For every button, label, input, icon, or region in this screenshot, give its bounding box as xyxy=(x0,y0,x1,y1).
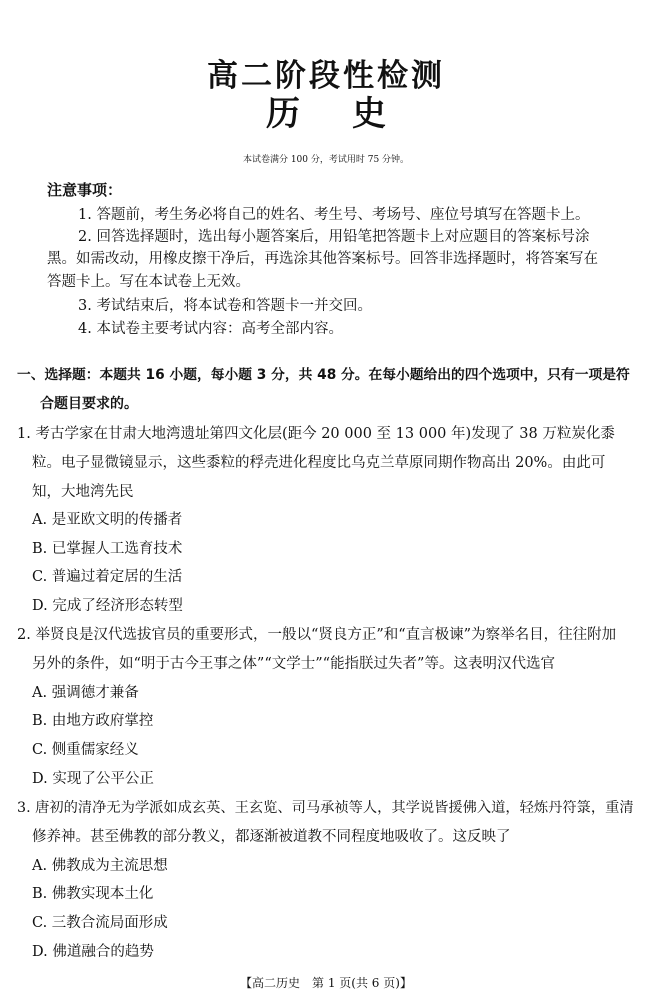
section-heading: 合题目要求的。 xyxy=(40,396,138,412)
option-d: D. 完成了经济形态转型 xyxy=(32,598,183,614)
option-b: B. 由地方政府掌控 xyxy=(32,713,154,729)
option-d: D. 实现了公平公正 xyxy=(32,771,154,787)
option-b: B. 已掌握人工选育技术 xyxy=(32,541,183,557)
section-heading: 一、选择题：本题共 16 小题，每小题 3 分，共 48 分。在每小题给出的四个选项中，只有一项是符 xyxy=(17,367,630,383)
option-c: C. 普遍过着定居的生活 xyxy=(32,569,183,585)
question-stem: 3. 唐初的清净无为学派如成玄英、王玄览、司马承祯等人，其学说皆援佛入道，轻炼丹符箓，重清 xyxy=(17,800,634,816)
question-stem: 修养神。甚至佛教的部分教义，都逐渐被道教不同程度地吸收了。这反映了 xyxy=(32,829,511,845)
option-c: C. 侧重儒家经义 xyxy=(32,742,139,758)
subject-char: 史 xyxy=(352,94,386,134)
notes-heading: 注意事项： xyxy=(47,181,123,199)
notes-line: 黑。如需改动，用橡皮擦干净后，再选涂其他答案标号。回答非选择题时，将答案写在 xyxy=(47,251,598,267)
option-b: B. 佛教实现本土化 xyxy=(32,886,154,902)
option-d: D. 佛道融合的趋势 xyxy=(32,944,154,960)
option-a: A. 强调德才兼备 xyxy=(32,685,139,701)
exam-title: 高二阶段性检测 xyxy=(207,58,445,94)
exam-info: 本试卷满分 100 分，考试用时 75 分钟。 xyxy=(242,155,410,165)
notes-line: 答题卡上。写在本试卷上无效。 xyxy=(47,274,250,290)
question-stem: 粒。电子显微镜显示，这些黍粒的稃壳进化程度比乌克兰草原同期作物高出 20%。由此可 xyxy=(32,455,606,471)
notes-line: 3. 考试结束后，将本试卷和答题卡一并交回。 xyxy=(78,298,372,314)
notes-line: 2. 回答选择题时，选出每小题答案后，用铅笔把答题卡上对应题目的答案标号涂 xyxy=(78,229,590,245)
question-stem: 2. 举贤良是汉代选拔官员的重要形式，一般以“贤良方正”和“直言极谏”为察举名目，往往附加 xyxy=(17,627,617,643)
question-stem: 知，大地湾先民 xyxy=(32,484,134,500)
option-a: A. 佛教成为主流思想 xyxy=(32,858,168,874)
option-a: A. 是亚欧文明的传播者 xyxy=(32,512,183,528)
subject-title xyxy=(0,86,652,135)
question-stem: 另外的条件，如“明于古今王事之体”“文学士”“能指朕过失者”等。这表明汉代选官 xyxy=(32,656,555,672)
notes-line: 4. 本试卷主要考试内容：高考全部内容。 xyxy=(78,321,343,337)
option-c: C. 三教合流局面形成 xyxy=(32,915,168,931)
page-footer: 【高二历史 第 1 页(共 6 页)】 xyxy=(240,976,412,990)
subject-char: 历 xyxy=(266,94,300,134)
notes-line: 1. 答题前，考生务必将自己的姓名、考生号、考场号、座位号填写在答题卡上。 xyxy=(78,207,590,223)
question-stem: 1. 考古学家在甘肃大地湾遗址第四文化层(距今 20 000 至 13 000 年)发现了 38 万粒炭化黍 xyxy=(17,426,615,442)
